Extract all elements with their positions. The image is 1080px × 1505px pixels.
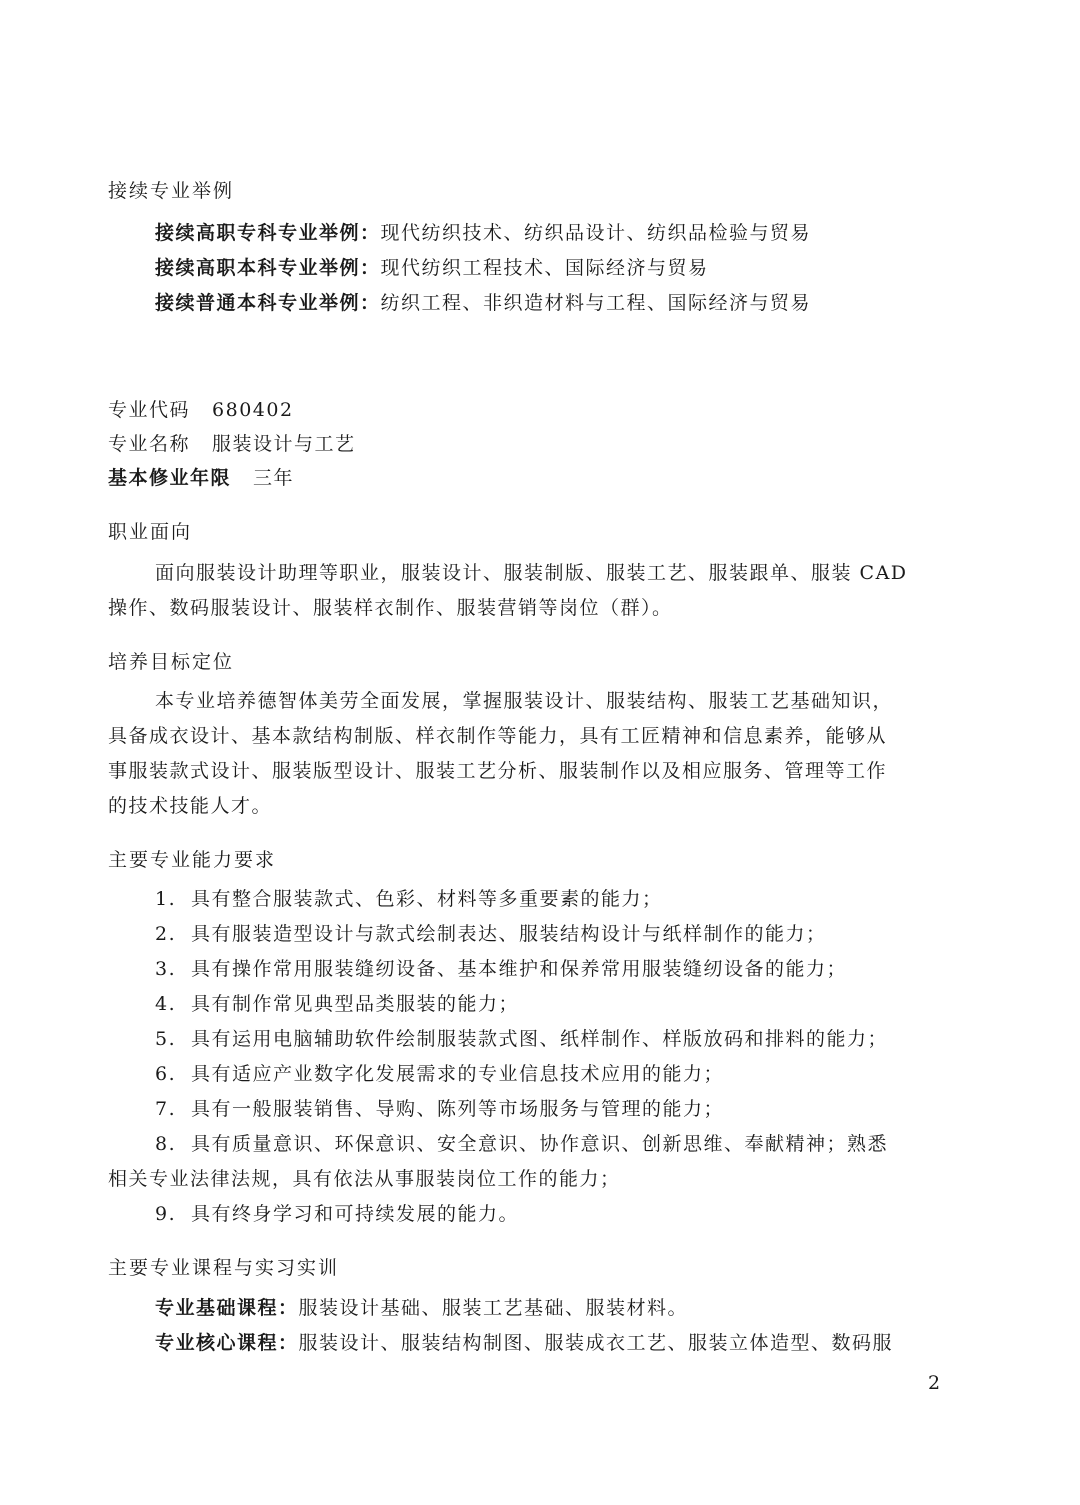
continuation-heading: 接续专业举例 bbox=[108, 180, 235, 202]
ability-number: 3. bbox=[155, 958, 177, 980]
ability-number: 4. bbox=[155, 993, 177, 1015]
study-years-label: 基本修业年限 bbox=[108, 467, 232, 489]
major-code-label: 专业代码 bbox=[108, 399, 191, 421]
continuation-label: 接续高职专科专业举例： bbox=[155, 222, 381, 244]
ability-item bbox=[155, 1199, 1025, 1226]
ability-text: 具有终身学习和可持续发展的能力。 bbox=[191, 1203, 520, 1225]
ability-text: 相关专业法律法规，具有依法从事服装岗位工作的能力； bbox=[108, 1168, 621, 1190]
ability-item bbox=[155, 989, 1025, 1016]
study-years-value: 三年 bbox=[253, 467, 295, 489]
continuation-item bbox=[155, 218, 1025, 245]
career-line: 操作、数码服装设计、服装样衣制作、服装营销等岗位（群）。 bbox=[108, 597, 673, 619]
ability-text: 具有服装造型设计与款式绘制表达、服装结构设计与纸样制作的能力； bbox=[191, 923, 827, 945]
continuation-value: 现代纺织工程技术、国际经济与贸易 bbox=[380, 257, 709, 279]
course-item bbox=[155, 1293, 1025, 1320]
ability-item bbox=[155, 1094, 1025, 1121]
ability-item-continuation bbox=[108, 1164, 978, 1191]
ability-item bbox=[155, 919, 1025, 946]
continuation-label: 接续高职本科专业举例： bbox=[155, 257, 381, 279]
continuation-item bbox=[155, 253, 1025, 280]
course-label: 专业基础课程： bbox=[155, 1297, 299, 1319]
continuation-item bbox=[155, 288, 1025, 315]
ability-number: 7. bbox=[155, 1098, 177, 1120]
ability-item bbox=[155, 884, 1025, 911]
study-years-row bbox=[108, 463, 978, 490]
ability-item bbox=[155, 1024, 1025, 1051]
ability-number: 6. bbox=[155, 1063, 177, 1085]
ability-item bbox=[155, 954, 1025, 981]
courses-heading: 主要专业课程与实习实训 bbox=[108, 1257, 340, 1279]
career-line: 面向服装设计助理等职业，服装设计、服装制版、服装工艺、服装跟单、服装 CAD bbox=[155, 562, 908, 584]
career-heading: 职业面向 bbox=[108, 521, 193, 543]
goal-line: 的技术技能人才。 bbox=[108, 795, 273, 817]
goal-heading: 培养目标定位 bbox=[108, 651, 235, 673]
ability-text: 具有适应产业数字化发展需求的专业信息技术应用的能力； bbox=[191, 1063, 725, 1085]
goal-line: 事服装款式设计、服装版型设计、服装工艺分析、服装制作以及相应服务、管理等工作 bbox=[108, 760, 888, 782]
ability-number: 5. bbox=[155, 1028, 177, 1050]
ability-number: 8. bbox=[155, 1133, 177, 1155]
continuation-label: 接续普通本科专业举例： bbox=[155, 292, 381, 314]
ability-text: 具有质量意识、环保意识、安全意识、协作意识、创新思维、奉献精神；熟悉 bbox=[191, 1133, 889, 1155]
goal-line: 本专业培养德智体美劳全面发展，掌握服装设计、服装结构、服装工艺基础知识， bbox=[155, 690, 894, 712]
major-code-value: 680402 bbox=[212, 399, 294, 421]
ability-text: 具有操作常用服装缝纫设备、基本维护和保养常用服装缝纫设备的能力； bbox=[191, 958, 848, 980]
page-number: 2 bbox=[928, 1372, 941, 1394]
major-name-row bbox=[108, 429, 978, 456]
major-code-row bbox=[108, 395, 978, 422]
ability-number: 1. bbox=[155, 888, 177, 910]
ability-text: 具有一般服装销售、导购、陈列等市场服务与管理的能力； bbox=[191, 1098, 725, 1120]
ability-text: 具有整合服装款式、色彩、材料等多重要素的能力； bbox=[191, 888, 663, 910]
ability-item bbox=[155, 1129, 1025, 1156]
goal-line: 具备成衣设计、基本款结构制版、样衣制作等能力，具有工匠精神和信息素养，能够从 bbox=[108, 725, 888, 747]
ability-text: 具有运用电脑辅助软件绘制服装款式图、纸样制作、样版放码和排料的能力； bbox=[191, 1028, 889, 1050]
ability-number: 2. bbox=[155, 923, 177, 945]
continuation-value: 纺织工程、非织造材料与工程、国际经济与贸易 bbox=[380, 292, 812, 314]
ability-item bbox=[155, 1059, 1025, 1086]
course-item bbox=[155, 1328, 1025, 1355]
ability-number: 9. bbox=[155, 1203, 177, 1225]
course-value: 服装设计、服装结构制图、服装成衣工艺、服装立体造型、数码服 bbox=[298, 1332, 894, 1354]
ability-text: 具有制作常见典型品类服装的能力； bbox=[191, 993, 520, 1015]
major-name-label: 专业名称 bbox=[108, 433, 191, 455]
continuation-value: 现代纺织技术、纺织品设计、纺织品检验与贸易 bbox=[380, 222, 812, 244]
major-name-value: 服装设计与工艺 bbox=[212, 433, 356, 455]
course-label: 专业核心课程： bbox=[155, 1332, 299, 1354]
course-value: 服装设计基础、服装工艺基础、服装材料。 bbox=[298, 1297, 689, 1319]
abilities-heading: 主要专业能力要求 bbox=[108, 849, 277, 871]
